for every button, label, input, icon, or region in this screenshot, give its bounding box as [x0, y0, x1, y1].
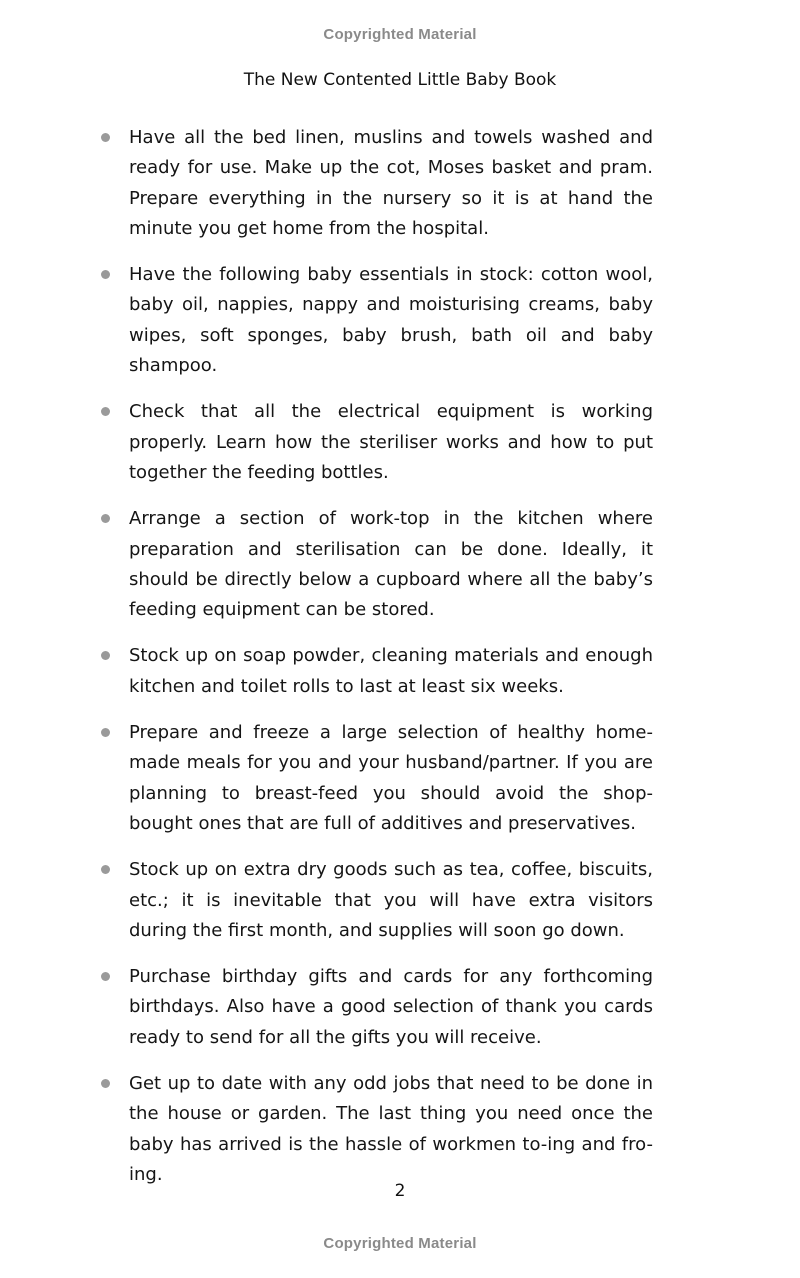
list-item-text: Prepare and freeze a large selection of healthy home-made meals for you and your husband/partner. If you are planning to breast-feed you should avoid the shop-bought ones that are full of additives and preservatives. [129, 722, 653, 834]
list-item-text: Get up to date with any odd jobs that need to be done in the house or garden. The last thing you need once the baby has arrived is the hassle of workmen to-ing and fro-ing. [129, 1073, 653, 1185]
list-item-text: Arrange a section of work-top in the kitchen where preparation and sterilisation can be done. Ideally, it should be directly below a cupboard where all the baby’s feeding equipment can be stored. [129, 508, 653, 621]
bullet-icon [101, 133, 110, 142]
list-item [100, 260, 653, 381]
running-head: The New Contented Little Baby Book [243, 70, 557, 90]
bullet-icon [101, 865, 110, 874]
list-item [100, 962, 653, 1053]
bullet-icon [101, 728, 110, 737]
list-item [100, 641, 653, 702]
list-item-text: Have the following baby essentials in stock: cotton wool, baby oil, nappies, nappy and moisturising creams, baby wipes, soft sponges, baby brush, bath oil and baby shampoo. [129, 264, 653, 377]
list-item [100, 855, 653, 946]
bullet-icon [101, 407, 110, 416]
bullet-icon [101, 972, 110, 981]
bullet-icon [101, 1079, 110, 1088]
list-item-text: Have all the bed linen, muslins and towels washed and ready for use. Make up the cot, Moses basket and pram. Prepare everything in the nursery so it is at hand the minute you get home from the hospital. [129, 127, 653, 239]
bullet-icon [101, 270, 110, 279]
copyright-watermark-top: Copyrighted Material [323, 26, 477, 43]
page-number: 2 [394, 1181, 406, 1201]
list-item [100, 397, 653, 488]
list-item [100, 504, 653, 625]
list-item [100, 1069, 653, 1190]
list-item [100, 718, 653, 839]
bullet-icon [101, 514, 110, 523]
bullet-icon [101, 651, 110, 660]
list-item-text: Purchase birthday gifts and cards for any forthcoming birthdays. Also have a good selection of thank you cards ready to send for all the gifts you will receive. [129, 966, 653, 1048]
copyright-watermark-bottom: Copyrighted Material [323, 1235, 477, 1252]
bullet-list [100, 123, 653, 1206]
list-item [100, 123, 653, 244]
list-item-text: Stock up on extra dry goods such as tea, coffee, biscuits, etc.; it is inevitable that you will have extra visitors during the first month, and supplies will soon go down. [129, 859, 653, 941]
list-item-text: Stock up on soap powder, cleaning materials and enough kitchen and toilet rolls to last at least six weeks. [129, 645, 653, 697]
list-item-text: Check that all the electrical equipment is working properly. Learn how the steriliser works and how to put together the feeding bottles. [129, 401, 653, 483]
